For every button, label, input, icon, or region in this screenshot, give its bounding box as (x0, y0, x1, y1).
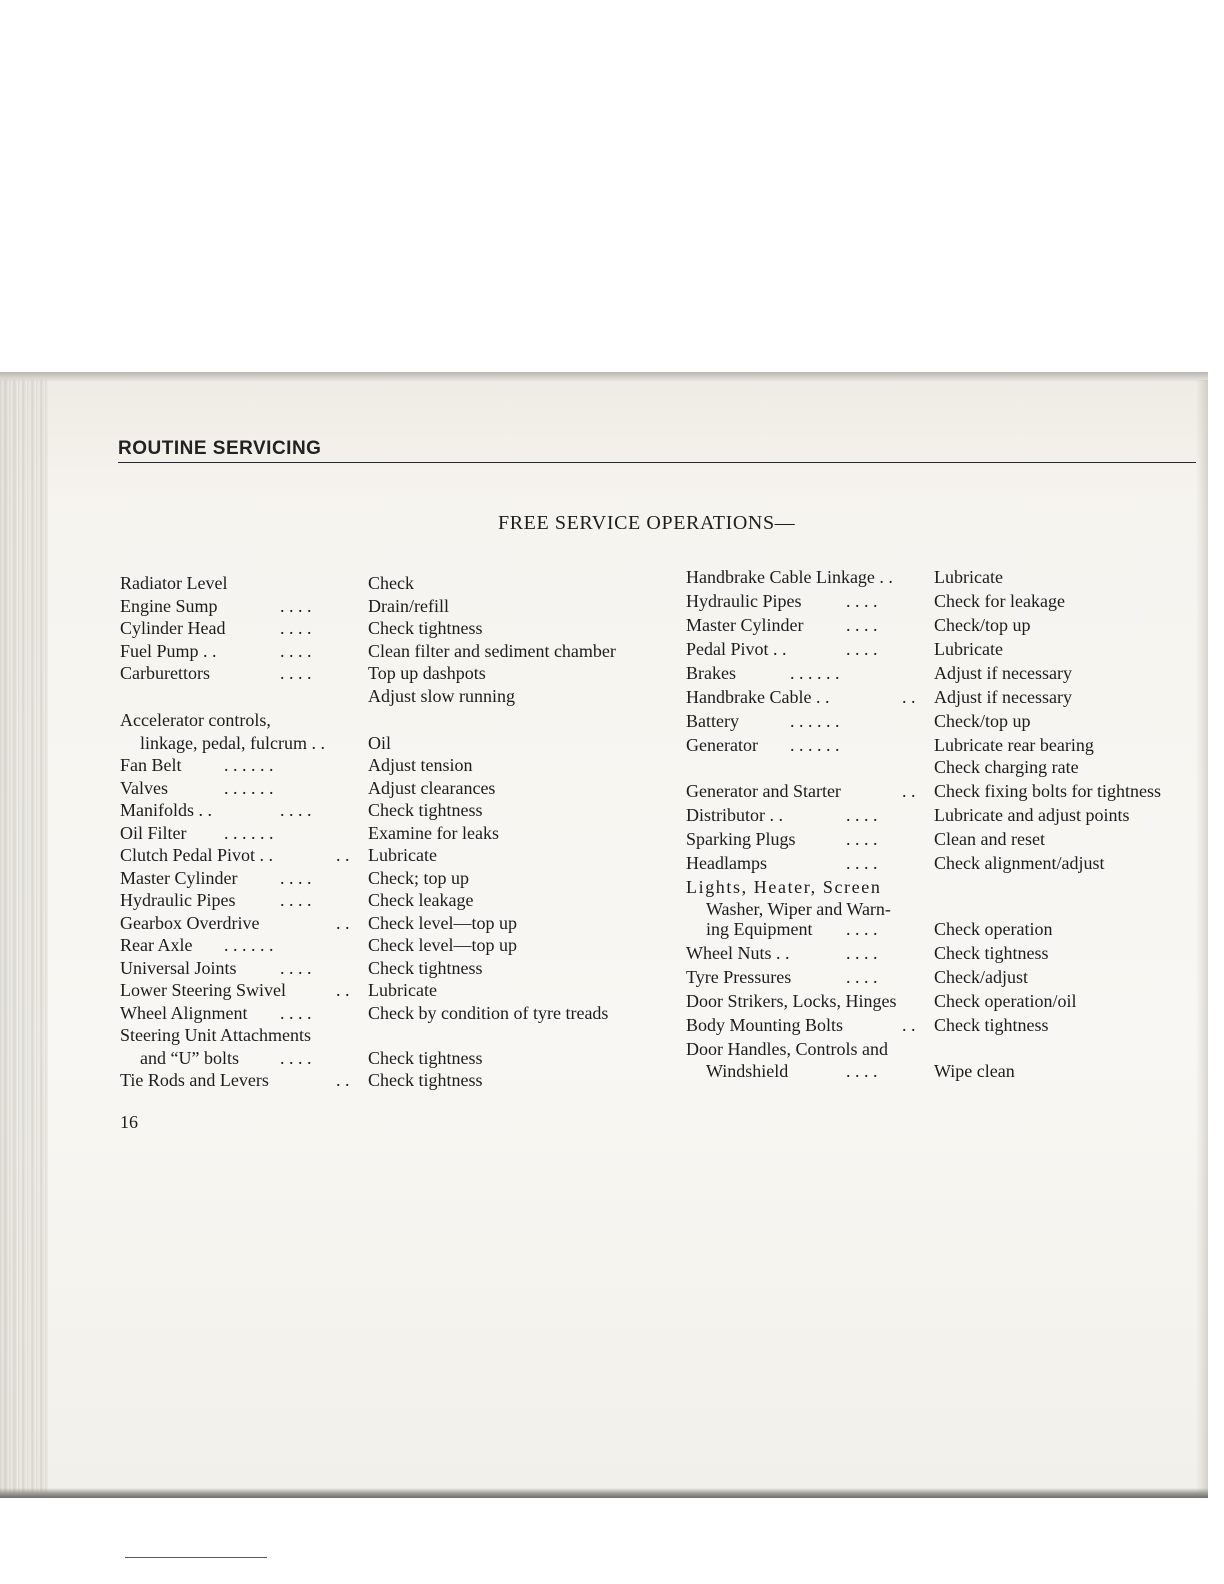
service-row (686, 1060, 1206, 1084)
service-row (120, 957, 660, 980)
page-bottom-edge (0, 1488, 1208, 1498)
service-action: Check; top up (368, 867, 469, 888)
service-item: Generator and Starter (686, 781, 841, 801)
service-item: Universal Joints (120, 957, 237, 978)
service-action: Drain/refill (368, 595, 449, 616)
service-row (120, 732, 660, 755)
service-row (120, 595, 660, 618)
service-row (120, 799, 660, 822)
service-row (686, 804, 1206, 828)
service-item: Carburettors (120, 663, 210, 683)
service-action: Check operation/oil (934, 991, 1077, 1011)
leader-dots: . . . . (846, 805, 878, 825)
service-action: Adjust tension (368, 755, 473, 775)
service-row (120, 1047, 660, 1070)
service-row (120, 867, 660, 890)
leader-dots: . . . . (846, 853, 878, 873)
service-item: Tyre Pressures (686, 967, 792, 987)
service-item: Windshield (706, 1061, 789, 1081)
service-row (686, 990, 1206, 1014)
service-action: Examine for leaks (368, 822, 499, 843)
service-action: Adjust slow running (368, 685, 516, 706)
service-item: Battery (686, 711, 739, 731)
service-action: Check for leakage (934, 591, 1065, 611)
service-item: Hydraulic Pipes (686, 591, 802, 611)
leader-dots: . . . . (846, 967, 878, 987)
service-action: Lubricate and adjust points (934, 805, 1130, 825)
service-item: Brakes (686, 663, 736, 683)
service-action: Check (368, 573, 414, 593)
service-row (686, 876, 1206, 898)
leader-dots: . . . . . . (790, 735, 840, 755)
service-row (686, 590, 1206, 614)
service-item: Fan Belt (120, 755, 182, 775)
service-item: Oil Filter (120, 822, 187, 843)
leader-dots: . . (336, 980, 350, 1000)
leader-dots: . . . . . . (224, 777, 274, 798)
leader-dots: . . (902, 781, 916, 801)
service-action: Check tightness (368, 957, 483, 978)
service-row (686, 1014, 1206, 1038)
service-item: Handbrake Cable Linkage . . (686, 567, 893, 587)
leader-dots: . . . . (280, 890, 312, 910)
service-item: Master Cylinder (686, 615, 804, 635)
service-row (120, 572, 660, 595)
right-service-list (686, 566, 1206, 1084)
leader-dots: . . (902, 1015, 916, 1035)
leader-dots: . . . . (280, 663, 312, 683)
service-item: Body Mounting Bolts (686, 1015, 844, 1035)
service-row (120, 709, 660, 732)
service-row (686, 614, 1206, 638)
leader-dots: . . (336, 845, 350, 865)
leader-dots: . . . . . . (224, 755, 274, 775)
page-number: 16 (120, 1112, 138, 1132)
service-row (120, 662, 660, 685)
service-row (120, 979, 660, 1002)
service-item: and “U” bolts (140, 1047, 239, 1068)
leader-dots: . . . . (280, 800, 312, 820)
service-action: Oil (368, 732, 392, 753)
leader-dots: . . . . (846, 639, 878, 659)
service-action: Check tightness (368, 1047, 483, 1068)
service-item: ing Equipment (706, 919, 813, 939)
service-item: Wheel Alignment (120, 1002, 248, 1023)
service-item: Manifolds . . (120, 800, 212, 820)
service-action: Lubricate (934, 639, 1003, 659)
leader-dots: . . (902, 687, 916, 707)
service-row (686, 780, 1206, 804)
service-action: Check leakage (368, 890, 474, 910)
section-heading-rule (118, 436, 1196, 463)
service-action: Check fixing bolts for tightness (934, 781, 1161, 801)
service-item: Lower Steering Swivel (120, 980, 286, 1000)
service-item: Steering Unit Attachments (120, 1025, 311, 1045)
service-item: Wheel Nuts . . (686, 943, 790, 963)
service-action: Check operation (934, 919, 1053, 939)
service-row (120, 754, 660, 777)
service-item: Master Cylinder (120, 867, 238, 888)
service-row (120, 844, 660, 867)
service-action: Check level—top up (368, 935, 517, 955)
service-action: Lubricate rear bearing (934, 735, 1094, 755)
leader-dots: . . . . (280, 1047, 312, 1068)
page-top-edge (0, 372, 1208, 382)
service-action: Lubricate (368, 845, 437, 865)
leader-dots: . . . . (846, 591, 878, 611)
service-item: Valves (120, 777, 168, 798)
page-heading: FREE SERVICE OPERATIONS— (498, 512, 796, 534)
service-row (120, 822, 660, 845)
service-row (120, 617, 660, 640)
leader-dots: . . . . (280, 595, 312, 616)
service-item: Lights, Heater, Screen (686, 877, 882, 897)
leader-dots: . . . . . . (224, 935, 274, 955)
service-row (686, 898, 1206, 918)
service-item: Fuel Pump . . (120, 640, 217, 661)
service-action: Clean filter and sediment chamber (368, 640, 616, 661)
leader-dots: . . . . (846, 829, 878, 849)
service-row (120, 1069, 660, 1092)
service-row (686, 1038, 1206, 1060)
page-binding-edge (0, 372, 48, 1496)
service-item: Gearbox Overdrive (120, 912, 260, 933)
leader-dots: . . . . (846, 943, 878, 963)
leader-dots: . . . . (846, 1061, 878, 1081)
leader-dots: . . . . (280, 1002, 312, 1023)
service-item: Headlamps (686, 853, 767, 873)
service-action: Check/adjust (934, 967, 1028, 987)
service-item: Handbrake Cable . . (686, 687, 830, 707)
bottom-rule (125, 1557, 267, 1558)
service-action: Adjust if necessary (934, 663, 1072, 683)
left-service-list (120, 572, 660, 1092)
leader-dots: . . . . (280, 957, 312, 978)
service-row (686, 662, 1206, 686)
leader-dots: . . . . (846, 919, 878, 939)
service-row (686, 942, 1206, 966)
service-row (120, 934, 660, 957)
service-row (686, 734, 1206, 756)
service-item: Radiator Level (120, 573, 228, 593)
service-action: Check tightness (368, 1070, 483, 1090)
service-action: Check/top up (934, 615, 1031, 635)
service-row (686, 966, 1206, 990)
service-action: Wipe clean (934, 1061, 1015, 1081)
service-item: Hydraulic Pipes (120, 890, 236, 910)
service-item: Engine Sump (120, 595, 218, 616)
service-item: Clutch Pedal Pivot . . (120, 845, 273, 865)
service-action: Clean and reset (934, 829, 1045, 849)
leader-dots: . . . . . . (224, 822, 274, 843)
service-item: linkage, pedal, fulcrum . . (140, 732, 325, 753)
service-action: Check charging rate (934, 757, 1079, 777)
service-action: Top up dashpots (368, 663, 486, 683)
service-row (686, 710, 1206, 734)
service-row (120, 777, 660, 800)
service-action: Adjust clearances (368, 777, 496, 798)
leader-dots: . . . . . . (790, 663, 840, 683)
service-item: Door Strikers, Locks, Hinges (686, 991, 897, 1011)
service-action: Check tightness (368, 618, 483, 638)
service-item: Accelerator controls, (120, 710, 271, 730)
service-row (686, 756, 1206, 778)
service-row (686, 638, 1206, 662)
leader-dots: . . . . (280, 867, 312, 888)
service-row (686, 918, 1206, 942)
service-action: Check tightness (368, 800, 483, 820)
section-title: ROUTINE SERVICING (118, 438, 322, 459)
service-row (120, 912, 660, 935)
service-item: Cylinder Head (120, 618, 226, 638)
service-action: Check/top up (934, 711, 1031, 731)
leader-dots: . . (336, 1070, 350, 1090)
service-action: Adjust if necessary (934, 687, 1072, 707)
service-row (120, 889, 660, 912)
service-item: Washer, Wiper and Warn- (706, 899, 891, 919)
service-action: Lubricate (368, 980, 437, 1000)
leader-dots: . . . . (280, 618, 312, 638)
service-item: Rear Axle (120, 935, 193, 955)
service-row (686, 686, 1206, 710)
service-action: Check tightness (934, 943, 1049, 963)
service-item: Generator (686, 735, 758, 755)
service-action: Check alignment/adjust (934, 853, 1105, 873)
service-row (120, 1002, 660, 1025)
service-item: Distributor . . (686, 805, 783, 825)
service-row (686, 852, 1206, 876)
service-item: Sparking Plugs (686, 829, 796, 849)
leader-dots: . . . . . . (790, 711, 840, 731)
service-row (686, 566, 1206, 590)
service-action: Check tightness (934, 1015, 1049, 1035)
leader-dots: . . . . (280, 640, 312, 661)
service-row (120, 1024, 660, 1047)
service-item: Tie Rods and Levers (120, 1070, 269, 1090)
service-action: Check by condition of tyre treads (368, 1002, 609, 1023)
service-action: Check level—top up (368, 912, 517, 933)
leader-dots: . . (336, 912, 350, 933)
service-action: Lubricate (934, 567, 1003, 587)
service-row (120, 640, 660, 663)
service-item: Pedal Pivot . . (686, 639, 787, 659)
service-item: Door Handles, Controls and (686, 1039, 888, 1059)
service-row (120, 685, 660, 708)
service-row (686, 828, 1206, 852)
leader-dots: . . . . (846, 615, 878, 635)
